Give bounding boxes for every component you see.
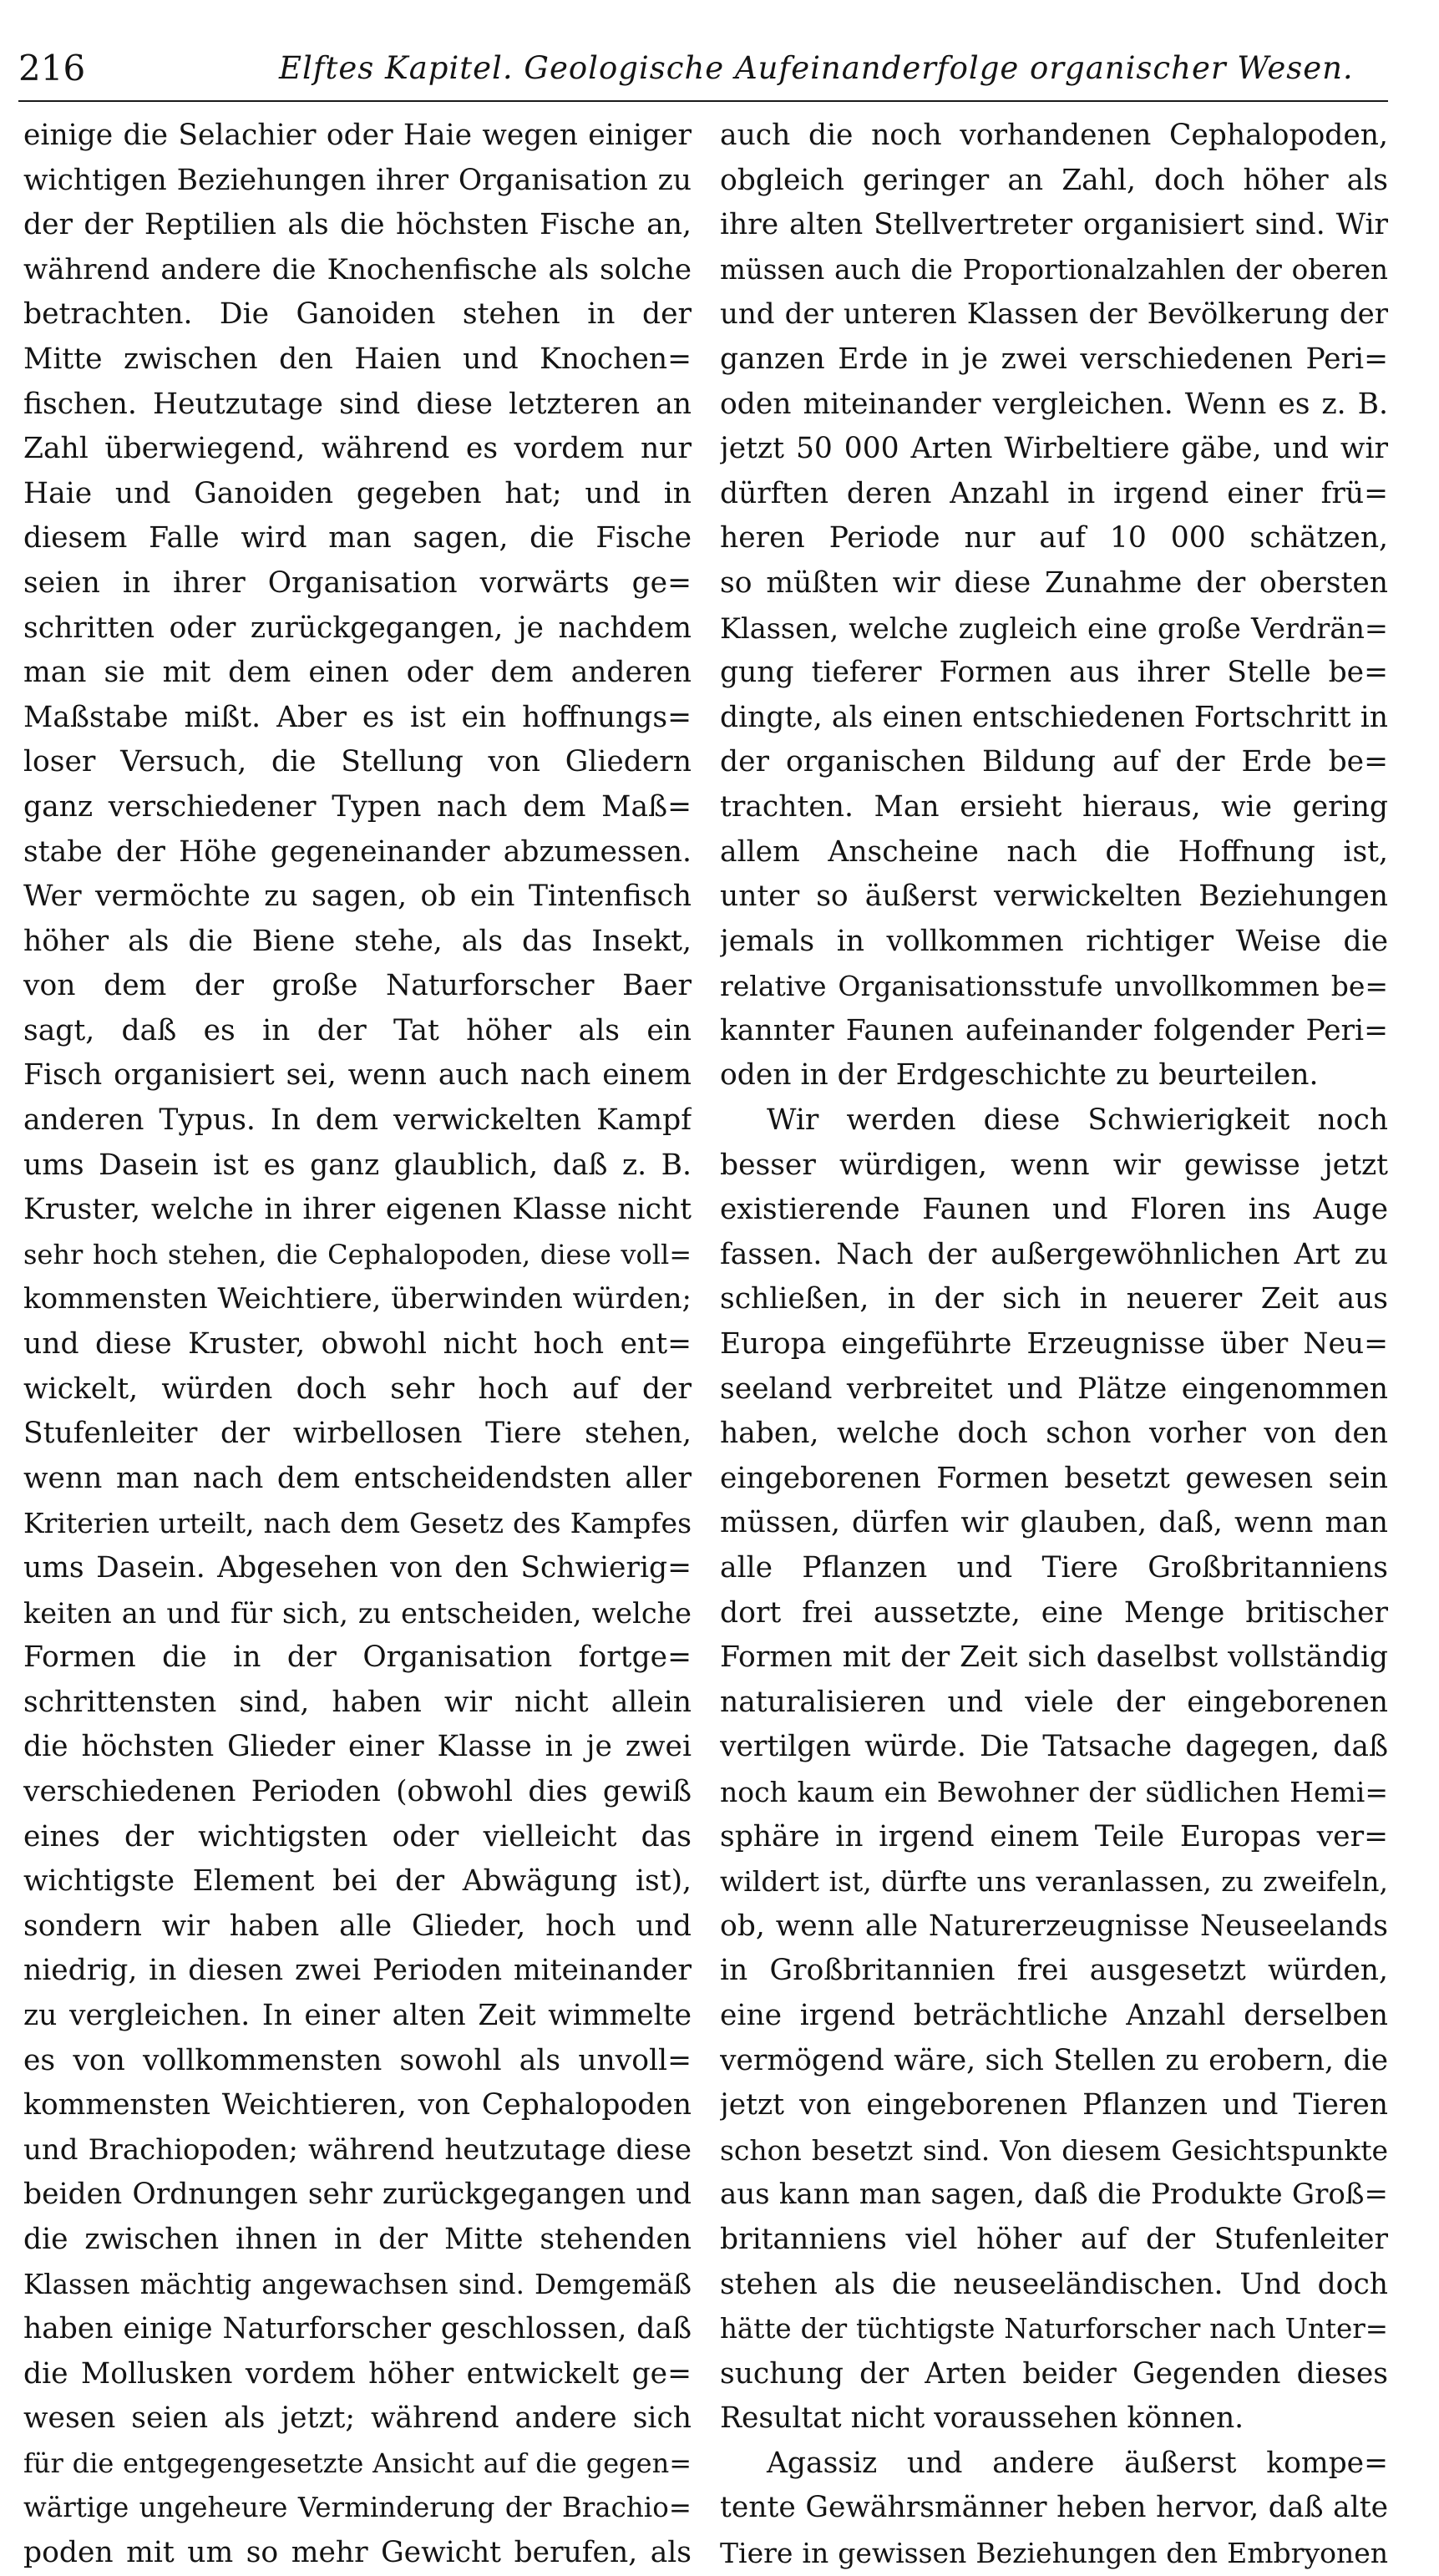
text-line: wildert ist, dürfte uns veranlassen, zu zweifeln,	[720, 1865, 1388, 1899]
text-line: vertilgen würde. Die Tatsache dagegen, daß	[720, 1730, 1388, 1764]
text-line: Kruster, welche in ihrer eigenen Klasse nicht	[23, 1193, 692, 1227]
text-line: naturalisieren und viele der eingeborenen	[720, 1685, 1388, 1719]
text-line: schließen, in der sich in neuerer Zeit aus	[720, 1282, 1388, 1316]
text-line: oden miteinander vergleichen. Wenn es z. B.	[720, 387, 1388, 421]
text-line: stabe der Höhe gegeneinander abzumessen.	[23, 834, 692, 869]
text-line: und Brachiopoden; während heutzutage diese	[23, 2132, 692, 2167]
text-line: während andere die Knochenfische als solche	[23, 252, 692, 287]
left-column	[23, 114, 692, 2576]
text-line: zu vergleichen. In einer alten Zeit wimmelte	[23, 1998, 692, 2032]
text-line: jemals in vollkommen richtiger Weise die	[720, 924, 1388, 958]
text-line: und der unteren Klassen der Bevölkerung der	[720, 297, 1388, 332]
page-header	[18, 43, 1388, 94]
text-line: heren Periode nur auf 10 000 schätzen,	[720, 521, 1388, 555]
text-line: Klassen, welche zugleich eine große Verdrän=	[720, 611, 1388, 645]
text-line: hätte der tüchtigste Naturforscher nach Unter=	[720, 2313, 1388, 2345]
text-line: allem Anscheine nach die Hoffnung ist,	[720, 834, 1388, 869]
text-line: Kriterien urteilt, nach dem Gesetz des Kampfes	[23, 1507, 692, 1540]
text-line: niedrig, in diesen zwei Perioden miteinander	[23, 1954, 692, 1988]
text-line: fischen. Heutzutage sind diese letzteren an	[23, 387, 692, 421]
text-line: jetzt von eingeborenen Pflanzen und Tieren	[720, 2088, 1388, 2122]
text-line: dort frei aussetzte, eine Menge britischer	[720, 1595, 1388, 1630]
text-line: Fisch organisiert sei, wenn auch nach einem	[23, 1058, 692, 1093]
text-line: schritten oder zurückgegangen, je nachdem	[23, 611, 692, 645]
text-line: so müßten wir diese Zunahme der obersten	[720, 565, 1388, 600]
text-line: Tiere in gewissen Beziehungen den Embryonen	[720, 2537, 1388, 2570]
text-line: dürften deren Anzahl in irgend einer frü=	[720, 476, 1388, 510]
text-line: ganzen Erde in je zwei verschiedenen Peri=	[720, 342, 1388, 376]
text-line: wärtige ungeheure Verminderung der Brachio=	[23, 2492, 692, 2524]
text-line: müssen auch die Proportionalzahlen der oberen	[720, 253, 1388, 286]
text-line: Formen mit der Zeit sich daselbst vollständig	[720, 1640, 1388, 1675]
text-line: in Großbritannien frei ausgesetzt würden,	[720, 1954, 1388, 1988]
text-line: es von vollkommensten sowohl als unvoll=	[23, 2043, 692, 2077]
text-line: die zwischen ihnen in der Mitte stehenden	[23, 2222, 692, 2256]
right-column	[720, 114, 1388, 2576]
text-line: aus kann man sagen, daß die Produkte Groß=	[720, 2178, 1388, 2212]
text-line: Wer vermöchte zu sagen, ob ein Tintenfisch	[23, 880, 692, 914]
text-line: seien in ihrer Organisation vorwärts ge=	[23, 565, 692, 600]
text-line: oden in der Erdgeschichte zu beurteilen.	[720, 1058, 1319, 1093]
text-line: Zahl überwiegend, während es vordem nur	[23, 432, 692, 466]
text-line: relative Organisationsstufe unvollkommen be=	[720, 970, 1388, 1003]
text-line: Resultat nicht voraussehen können.	[720, 2401, 1244, 2436]
text-line: tente Gewährsmänner heben hervor, daß alte	[720, 2491, 1388, 2525]
text-line: kommensten Weichtiere, überwinden würden;	[23, 1282, 692, 1316]
text-line: auch die noch vorhandenen Cephalopoden,	[720, 119, 1388, 152]
text-line: wichtigste Element bei der Abwägung ist),	[23, 1864, 692, 1899]
text-line: wesen seien als jetzt; während andere sich	[23, 2401, 692, 2436]
text-line: sehr hoch stehen, die Cephalopoden, diese voll=	[23, 1238, 692, 1270]
text-line: besser würdigen, wenn wir gewisse jetzt	[720, 1148, 1388, 1182]
text-line: haben einige Naturforscher geschlossen, daß	[23, 2312, 692, 2346]
text-line: Haie und Ganoiden gegeben hat; und in	[23, 476, 692, 510]
text-line: gung tieferer Formen aus ihrer Stelle be=	[720, 656, 1388, 690]
text-line: schon besetzt sind. Von diesem Gesichtspunkte	[720, 2133, 1388, 2167]
text-line: seeland verbreitet und Plätze eingenommen	[720, 1372, 1388, 1406]
text-line: alle Pflanzen und Tiere Großbritanniens	[720, 1551, 1388, 1585]
text-line: von dem der große Naturforscher Baer	[23, 969, 692, 1003]
text-line: keiten an und für sich, zu entscheiden, welche	[23, 1596, 692, 1630]
text-line: britanniens viel höher auf der Stufenleiter	[720, 2222, 1388, 2256]
text-line: ihre alten Stellvertreter organisiert sind. Wir	[720, 208, 1388, 242]
text-line: eines der wichtigsten oder vielleicht das	[23, 1819, 692, 1853]
text-line: höher als die Biene stehe, als das Insekt,	[23, 924, 692, 958]
text-line: für die entgegengesetzte Ansicht auf die gegen=	[23, 2447, 692, 2479]
text-line: ums Dasein ist es ganz glaublich, daß z. B.	[23, 1148, 692, 1182]
text-line: Agassiz und andere äußerst kompe=	[767, 2446, 1388, 2480]
text-line: Stufenleiter der wirbellosen Tiere stehen,	[23, 1417, 692, 1451]
text-line: trachten. Man ersieht hieraus, wie gering	[720, 789, 1388, 824]
text-line: wickelt, würden doch sehr hoch auf der	[23, 1372, 692, 1406]
text-line: fassen. Nach der außergewöhnlichen Art zu	[720, 1237, 1388, 1271]
page-number: 216	[18, 48, 86, 89]
text-line: dingte, als einen entschiedenen Fortschritt in	[720, 700, 1388, 734]
text-line: ums Dasein. Abgesehen von den Schwierig=	[23, 1551, 692, 1585]
text-line: haben, welche doch schon vorher von den	[720, 1417, 1388, 1451]
text-line: schrittensten sind, haben wir nicht allein	[23, 1685, 692, 1719]
text-line: betrachten. Die Ganoiden stehen in der	[23, 297, 692, 332]
running-head: Elftes Kapitel. Geologische Aufeinanderfolge organischer Wesen.	[279, 50, 1354, 86]
text-line: Klassen mächtig angewachsen sind. Demgemäß	[23, 2268, 692, 2300]
text-line: wenn man nach dem entscheidendsten aller	[23, 1461, 692, 1495]
text-line: obgleich geringer an Zahl, doch höher als	[720, 163, 1388, 197]
text-line: eine irgend beträchtliche Anzahl derselben	[720, 1998, 1388, 2032]
text-line: unter so äußerst verwickelten Beziehungen	[720, 880, 1388, 914]
header-rule	[18, 100, 1388, 102]
text-line: die höchsten Glieder einer Klasse in je zwei	[23, 1730, 692, 1764]
text-line: kannter Faunen aufeinander folgender Peri=	[720, 1013, 1388, 1047]
text-line: man sie mit dem einen oder dem anderen	[23, 656, 692, 690]
text-line: sphäre in irgend einem Teile Europas ver=	[720, 1819, 1388, 1853]
text-line: und diese Kruster, obwohl nicht hoch ent=	[23, 1327, 692, 1362]
text-line: sagt, daß es in der Tat höher als ein	[23, 1013, 692, 1047]
text-line: eingeborenen Formen besetzt gewesen sein	[720, 1461, 1388, 1495]
text-line: der der Reptilien als die höchsten Fische an,	[23, 208, 692, 242]
text-line: diesem Falle wird man sagen, die Fische	[23, 521, 692, 555]
text-line: kommensten Weichtieren, von Cephalopoden	[23, 2088, 692, 2122]
text-line: ganz verschiedener Typen nach dem Maß=	[23, 789, 692, 824]
text-line: stehen als die neuseeländischen. Und doch	[720, 2267, 1388, 2301]
text-line: wichtigen Beziehungen ihrer Organisation zu	[23, 163, 692, 197]
text-line: sondern wir haben alle Glieder, hoch und	[23, 1909, 692, 1943]
text-line: poden mit um so mehr Gewicht berufen, als	[23, 2536, 692, 2570]
text-line: die Mollusken vordem höher entwickelt ge=	[23, 2356, 692, 2391]
text-line: Maßstabe mißt. Aber es ist ein hoffnungs=	[23, 700, 692, 734]
text-line: vermögend wäre, sich Stellen zu erobern, die	[720, 2043, 1388, 2077]
text-line: anderen Typus. In dem verwickelten Kampf	[23, 1103, 692, 1138]
text-line: beiden Ordnungen sehr zurückgegangen und	[23, 2178, 692, 2212]
text-line: jetzt 50 000 Arten Wirbeltiere gäbe, und wir	[720, 432, 1388, 466]
text-line: loser Versuch, die Stellung von Gliedern	[23, 745, 692, 779]
text-line: einige die Selachier oder Haie wegen einiger	[23, 119, 692, 152]
text-line: ob, wenn alle Naturerzeugnisse Neuseelands	[720, 1909, 1388, 1943]
text-line: verschiedenen Perioden (obwohl dies gewiß	[23, 1774, 692, 1808]
text-line: Europa eingeführte Erzeugnisse über Neu=	[720, 1327, 1388, 1362]
text-line: der organischen Bildung auf der Erde be=	[720, 745, 1388, 779]
text-line: Mitte zwischen den Haien und Knochen=	[23, 342, 692, 376]
text-line: müssen, dürfen wir glauben, daß, wenn man	[720, 1506, 1388, 1540]
text-line: existierende Faunen und Floren ins Auge	[720, 1193, 1388, 1227]
text-line: Wir werden diese Schwierigkeit noch	[767, 1103, 1388, 1138]
text-line: suchung der Arten beider Gegenden dieses	[720, 2356, 1388, 2391]
text-line: noch kaum ein Bewohner der südlichen Hemi=	[720, 1775, 1388, 1808]
text-line: Formen die in der Organisation fortge=	[23, 1640, 692, 1675]
